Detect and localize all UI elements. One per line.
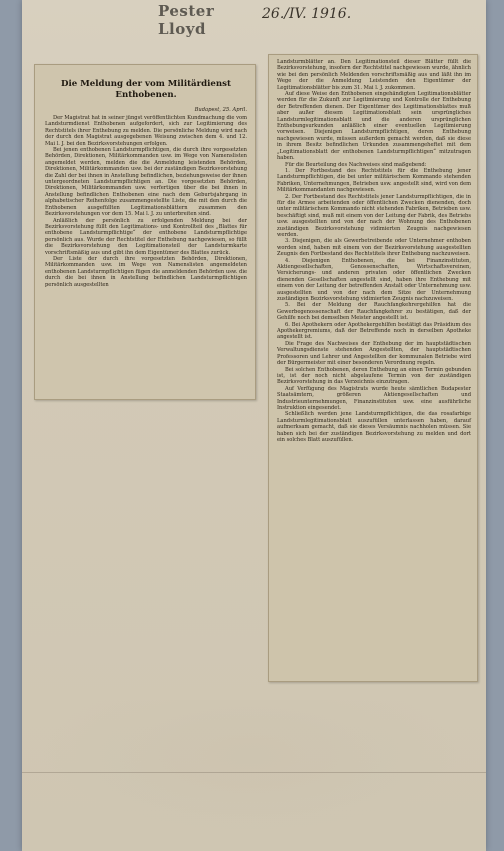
paper-stain: [40, 700, 460, 840]
article-paragraph: Bei jenen enthobenen Landsturmpflichtigen, die durch ihre vorgesetzten Behörden, Direktionen, Militärkommanden usw. im Wege von Namenslisten angemeldet werden, melden die die Anmeldung leistenden Behörden, Direktionen, Militärkommanden usw. bei der zuständigen Bezirksvorstehung die Zahl der bei ihnen in Anstellung befindlichen, beziehungsweise der ihnen untergeordneten Landsturmpflichtigen an. Die vorgesetzten Behörden, Direktionen, Militärkommanden usw. verfertigen über die bei ihnen in Anstellung befindlichen Enthobenen eine nach dem Geburtsjahrgang in alphabetischer Reihenfolge zusammengestellte Liste, die mit den durch die Enthobenen ausgefüllten Legitimationsblättern zusammen den Bezirksvorstehungen vor dem 15. Mai l. J. zu unterbreiten sind.: [45, 147, 247, 218]
paper-fold-line: [22, 772, 486, 773]
article-paragraph: 5. Bei der Meldung der Rauchfangkehrergehilfen hat die Gewerbegenossenschaft der Rauchfangkehrer zu bestätigen, daß der Gehilfe noch bei demselben Meister angestellt ist.: [277, 302, 471, 322]
article-paragraph: 2. Der Fortbestand des Rechtstitels jener Landsturmpflichtigen, die in für die Armee arbeitenden oder öffentlichen Zwecken dienenden, doch unter militärischem Kommando nicht stehenden Fabriken, Betrieben usw. beschäftigt sind, muß mit einem von der Leitung der Fabrik, des Betriebs usw. ausgestellten und von der nach der Wohnung des Enthobenen zuständigen Bezirksvorstehung vidimierten Zeugnis nachgewiesen werden.: [277, 193, 471, 238]
article-paragraph: Die Frage des Nachweises der Enthebung der im hauptstädtischen Verwaltungsdienste stehenden Angestellten, der hauptstädtischen Professoren und Lehrer und Angestellten der kommunalen Betriebe wird der Bürgermeister mit einer besonderen Verordnung regeln.: [277, 340, 471, 367]
article-paragraph: Landsturmblätter an. Den Legitimationsteil dieser Blätter füllt die Bezirksvorstehung, insofern der Rechtstitel nachgewiesen wurde, ähnlich wie bei den persönlich Meldenden vorschriftsmäßig aus und läßt ihn im Wege der die Anmeldung Leistenden den Eigentümer der Legitimationsblätter bis zum 31. Mai l. J. zukommen.: [277, 59, 471, 91]
newspaper-masthead: Pester Lloyd: [158, 2, 215, 38]
article-paragraph: 6. Bei Apothekern oder Apothekergehilfen bestätigt das Präsidium des Apothekergremiums, daß der Betreffende noch in derselben Apotheke angestellt ist.: [277, 321, 471, 341]
article-paragraph: Anläßlich der persönlich zu erfolgenden Meldung bei der Bezirksvorstehung füllt den Legitimations- und Kontrollteil des „Blattes für enthobene Landsturmpflichtige“ der enthobene Landsturmpflichtige persönlich aus. Wurde der Rechtstitel der Enthebung nachgewiesen, so füllt die Bezirksvorstehung den Legitimationsteil der Landsturmkarte vorschriftsmäßig aus und gibt ihn dem Eigentümer des Blattes zurück.: [45, 217, 247, 256]
article-paragraph: Schließlich werden jene Landsturmpflichtigen, die das rosafarbige Landsturmlegitimationsblatt auszufüllen unterlassen haben, darauf aufmerksam gemacht, daß sie dieses Versäumnis nachholen müssen. Sie haben sich bei der zuständigen Bezirksvorstehung zu melden und dort ein solches Blatt auszufüllen.: [277, 411, 471, 443]
article-dateline: Budapest, 25. April.: [194, 107, 247, 113]
clipping-right-column: [268, 54, 478, 682]
article-headline: Die Meldung der vom Militärdienst Enthobenen.: [61, 79, 231, 100]
handwritten-date: 26./IV. 1916.: [262, 6, 352, 22]
article-paragraph: Auf diese Weise den Enthobenen eingehändigten Legitimationsblätter werden für die Zukunft zur Legitimierung und Kontrolle der Enthebung der Betreffenden dienen. Der Eigentümer des Legitimationsblattes muß aber außer diesem Legitimationsblatt sein ursprüngliches Landsturmlegitimationsblatt und die anderen ursprünglichen Enthebungsurkunden anläßlich einer eventuellen Legitimierung vorweisen. Diejenigen Landsturmpflichtigen, deren Enthebung nachgewiesen wurde, müssen außerdem gemacht werden, daß sie diese in ihrem Besitz befindlichen Urkunden zusammengeheftet mit dem „Legitimationsblatt der enthobenen Landsturmpflichtigen“ mitzutragen haben.: [277, 91, 471, 162]
article-paragraph: 3. Diejenigen, die als Gewerbetreibende oder Unternehmer enthoben worden sind, haben mit einem von der Bezirksvorstehung ausgestellten Zeugnis den Fortbestand des Rechtstitels ihrer Enthebung nachzuweisen.: [277, 238, 471, 258]
article-paragraph: 1. Der Fortbestand des Rechtstitels für die Enthebung jener Landsturmpflichtigen, die bei unter militärischem Kommando stehenden Fabriken, Unternehmungen, Betrieben usw. angestellt sind, wird von dem Militärkommandanten nachgewiesen.: [277, 167, 471, 194]
article-paragraph: Bei solchen Enthobenen, deren Enthebung an einen Termin gebunden ist, ist der noch nicht abgelaufene Termin von der zuständigen Bezirksvorstehung in das Verzeichnis einzutragen.: [277, 366, 471, 386]
article-paragraph: 4. Diejenigen Enthobenen, die bei Finanzinstituten, Aktiengesellschaften, Genossenschaften, Wirtschaftsvereinen, Versicherungs- und anderen privaten oder öffentlichen Zwecken dienenden Gesellschaften angestellt sind, haben ihre Enthebung mit einem von der Leitung der betreffenden Anstalt oder Unternehmung usw. ausgestellten und von der nach dem Sitze der Unternehmung zuständigen Bezirksvorstehung vidimierten Zeugnis nachzuweisen.: [277, 257, 471, 303]
article-paragraph: Der Liste der durch ihre vorgesetzten Behörden, Direktionen, Militärkommanden usw. im Wege von Namenslisten angemeldeten enthobenen Landsturmpflichtigen fügen die anmeldenden Behörden usw. die durch die bei ihnen in Anstellung befindlichen Landsturmpflichtigen persönlich ausgestellten: [45, 255, 247, 288]
article-paragraph: Der Magistrat hat in seiner jüngst veröffentlichten Kundmachung die vom Landsturmdienst Enthobenen aufgefordert, sich zur Legitimierung des Rechtstitels ihrer Enthebung zu melden. Die persönliche Meldung wird nach der durch den Magistrat ausgegebenen Weisung zwischen dem 4. und 12. Mai l. J. bei den Bezirksvorstehungen erfolgen.: [45, 115, 247, 147]
clipping-left-column: [34, 64, 256, 400]
article-paragraph: Für die Beurteilung des Nachweises sind maßgebend:: [285, 161, 427, 168]
article-paragraph: Auf Verfügung des Magistrats wurde heute sämtlichen Budapester Staatsämtern, größeren Aktiengesellschaften und Industrieunternehmungen, Finanzinstituten usw. eine ausführliche Instruktion eingesendet.: [277, 385, 471, 411]
